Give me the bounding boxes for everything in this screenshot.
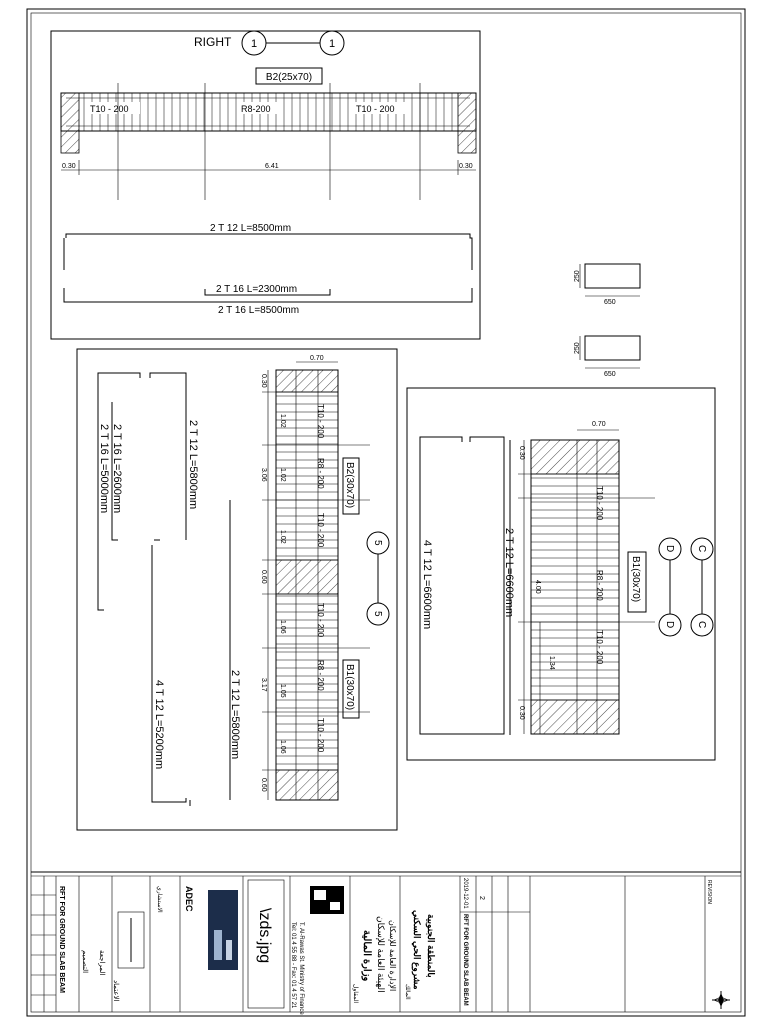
stirrups-mid-label: R8-200 (241, 104, 271, 114)
bar-bottom-1-label: 4 T 12 L=5200mm (153, 680, 165, 770)
axis-right-label: 1 (328, 38, 336, 50)
right-support-bot (531, 700, 619, 734)
left-dim-support-top: 0.30 (260, 374, 267, 388)
revision-grid (31, 876, 56, 1012)
section-2-width: 650 (604, 371, 616, 378)
right-support-top (531, 440, 619, 474)
left-beam-detail (77, 349, 397, 830)
label-design: التصميم (81, 950, 88, 974)
logo-file-placeholder: \zds.jpg (256, 908, 273, 964)
left-stirrups-d: T10 - 200 (316, 603, 325, 638)
right-stirrups-b: R8 - 200 (595, 570, 604, 601)
axis-c1: C (696, 545, 707, 553)
left-dim-span-1: 3.06 (260, 468, 267, 482)
bar-top-long-label: 2 T 12 L=5800mm (187, 420, 199, 510)
support-right (458, 93, 476, 153)
left-dim-b: 1.02 (279, 468, 286, 482)
stirrups-left-label: T10 - 200 (90, 104, 129, 114)
top-beam-detail (51, 31, 480, 339)
right-stirrups-a: T10 - 200 (595, 486, 604, 521)
right-dim-support-top: 0.30 (518, 446, 525, 460)
axis-d2: D (664, 621, 675, 629)
project-name: مشروع الحي السكني (412, 910, 422, 990)
axis-5a: 5 (372, 540, 383, 546)
axis-5b: 5 (372, 611, 383, 617)
right-beam-detail (407, 388, 715, 760)
ministry-name: وزارة المالية (361, 930, 372, 982)
direction-label: RIGHT (194, 35, 232, 49)
right-dim-a: 1.34 (548, 656, 555, 670)
axis-c2: C (696, 621, 707, 629)
dim-right: 0.30 (459, 163, 473, 170)
authority-name: الهيئة العامة للإسكان (376, 916, 386, 993)
left-stirrups-a: T10 - 200 (316, 404, 325, 439)
ministry-logo (310, 886, 344, 914)
right-beam-tag: B1(30x70) (630, 556, 641, 603)
bar-extra-label: 2 T 16 L=2300mm (216, 284, 298, 295)
upper-beam-tag: B2(30x70) (344, 462, 355, 509)
left-dim-c: 1.02 (279, 530, 286, 544)
bar-bottom-2-label: 2 T 12 L=5800mm (229, 670, 241, 760)
right-bar-2-label: 2 T 12 L=6600mm (503, 528, 515, 618)
left-dim-d: 1.06 (279, 620, 286, 634)
left-stirrups-b: R8 - 200 (316, 458, 325, 489)
axis-left-label: 1 (250, 38, 258, 50)
north-arrow-icon (712, 991, 730, 1009)
label-approve: الاعتماد (112, 980, 119, 1002)
left-stirrups-c: T10 - 200 (316, 513, 325, 548)
left-dim-width: 0.70 (310, 355, 324, 362)
label-consultant: الاستشاري (156, 886, 162, 913)
drawing-date: 2019-12-01 (462, 878, 468, 909)
support-top (276, 370, 338, 392)
left-dim-e: 1.05 (279, 684, 286, 698)
label-contractor: المقاول (352, 984, 358, 1004)
bar-bottom-label: 2 T 16 L=8500mm (218, 305, 300, 316)
stirrup-lines-right (531, 478, 619, 694)
project-name-2: بالمنطقة الجنوبية (426, 914, 436, 978)
section-2-height: 250 (574, 342, 581, 354)
phone-line: Tel: 01 4 55 88 - Fax: 01 4 57 21 (290, 922, 296, 1009)
dim-left: 0.30 (62, 163, 76, 170)
right-vertical-beam (531, 440, 619, 734)
drawing-title: RFT FOR GROUND SLAB BEAM (58, 886, 65, 993)
right-bar-1-label: 4 T 12 L=6600mm (421, 540, 433, 630)
section-1-width: 650 (604, 299, 616, 306)
left-stirrups-e: R8 - 200 (316, 660, 325, 691)
right-dim-span: 4.00 (534, 580, 541, 594)
label-owner: المالك (404, 984, 410, 1000)
beam-section-2 (574, 336, 640, 378)
beam-tag: B2(25x70) (265, 72, 313, 83)
department-name: الإدارة العامة للإسكان (388, 920, 397, 992)
support-left (61, 93, 79, 153)
title-block (31, 876, 730, 1015)
right-dim-support-bot: 0.30 (518, 706, 525, 720)
dim-span: 6.41 (265, 163, 279, 170)
sheet-frame (27, 9, 745, 1016)
bar-top-label: 2 T 12 L=8500mm (210, 223, 292, 234)
axis-d1: D (664, 545, 675, 553)
section-1-height: 250 (574, 270, 581, 282)
support-mid (276, 560, 338, 594)
label-check: المراجعة (98, 950, 105, 976)
sheet-number: 2 (478, 896, 485, 900)
revision-label: REVISION (706, 880, 712, 904)
left-dim-support-mid: 0.60 (260, 570, 267, 584)
bar-extra-2-label: 2 T 16 L=5000mm (98, 424, 110, 514)
right-dim-width: 0.70 (592, 421, 606, 428)
left-dim-f: 1.06 (279, 740, 286, 754)
left-stirrups-f: T10 - 200 (316, 718, 325, 753)
drawing-title-2: RFT FOR GROUND SLAB BEAM (462, 914, 468, 1006)
stirrups-right-label: T10 - 200 (356, 104, 395, 114)
left-dim-a: 1.02 (279, 414, 286, 428)
beam-section-1 (574, 264, 640, 306)
support-bot (276, 770, 338, 800)
lower-beam-tag: B1(30x70) (344, 664, 355, 711)
contact-line: T. Al-Rawas St. Ministry of Finance (298, 922, 304, 1015)
right-stirrups-c: T10 - 200 (595, 630, 604, 665)
bar-extra-1-label: 2 T 16 L=2600mm (111, 424, 123, 514)
consultant-logo (208, 890, 238, 970)
left-dim-support-bot: 0.60 (260, 778, 267, 792)
consultant-name: ADEC (184, 886, 194, 912)
left-dim-span-2: 3.17 (260, 678, 267, 692)
